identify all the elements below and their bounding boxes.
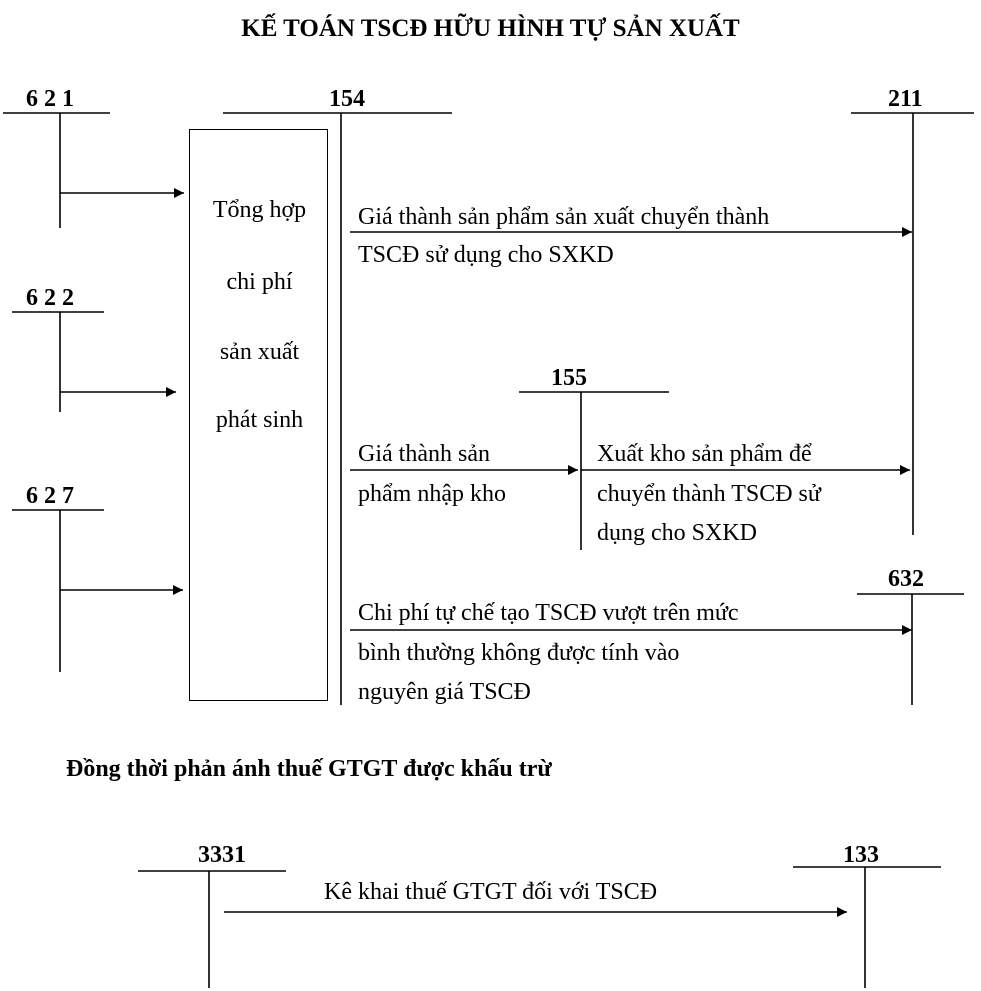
box-line: phát sinh	[215, 407, 304, 433]
flow-154-632-line1: Chi phí tự chế tạo TSCĐ vượt trên mức	[358, 600, 739, 626]
account-133-label: 133	[843, 842, 879, 868]
flow-154-211-line1: Giá thành sản phẩm sản xuất chuyển thành	[358, 204, 770, 230]
account-632-label: 632	[888, 566, 924, 592]
flow-155-211-line1: Xuất kho sản phẩm để	[597, 441, 812, 467]
flow-154-155-line1: Giá thành sản	[358, 441, 490, 467]
flow-154-632-line2: bình thường không được tính vào	[358, 640, 680, 666]
account-211-label: 211	[888, 86, 923, 112]
flow-154-211-line2: TSCĐ sử dụng cho SXKD	[358, 242, 614, 268]
diagram-title: KẾ TOÁN TSCĐ HỮU HÌNH TỰ SẢN XUẤT	[241, 15, 740, 42]
flow-154-155-line2: phẩm nhập kho	[358, 481, 506, 507]
account-622-label: 6 2 2	[26, 285, 74, 311]
account-155-label: 155	[551, 365, 587, 391]
vat-subtitle: Đồng thời phản ánh thuế GTGT được khấu trừ	[66, 756, 552, 782]
account-3331-label: 3331	[198, 842, 246, 868]
account-154-label: 154	[329, 86, 365, 112]
account-621-label: 6 2 1	[26, 86, 74, 112]
account-627-label: 6 2 7	[26, 483, 74, 509]
box-line: chi phí	[226, 269, 293, 295]
box-line: sản xuất	[219, 339, 300, 365]
flow-155-211-line3: dụng cho SXKD	[597, 520, 757, 546]
cost-aggregation-box	[189, 129, 328, 701]
flow-154-632-line3: nguyên giá TSCĐ	[358, 679, 531, 705]
flow-155-211-line2: chuyển thành TSCĐ sử	[597, 481, 821, 507]
flow-3331-133-label: Kê khai thuế GTGT đối với TSCĐ	[324, 879, 658, 905]
box-line: Tổng hợp	[212, 197, 307, 223]
